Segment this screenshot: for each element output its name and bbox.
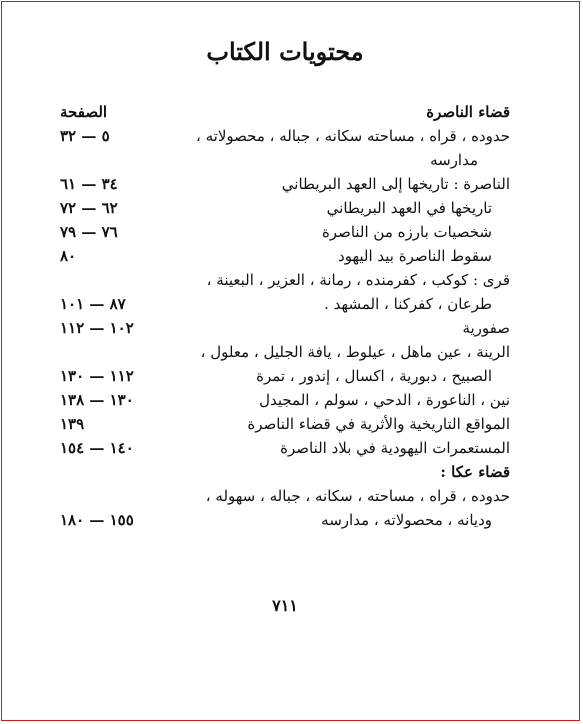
entry-pages: ٧٦ — ٧٩: [60, 223, 118, 241]
contents-row: [60, 316, 510, 340]
entry-pages: ١٣٩: [60, 415, 85, 433]
contents-row: [60, 412, 510, 436]
contents-row: [60, 148, 510, 172]
entry-text: سقوط الناصرة بيد اليهود: [338, 247, 492, 265]
entry-text: الناصرة : تاريخها إلى العهد البريطاني: [281, 175, 510, 193]
entry-pages: ١٥٥ — ١٨٠: [60, 511, 134, 529]
entry-text: مدارسه: [430, 151, 478, 169]
entry-pages: ٨٧ — ١٠١: [60, 295, 126, 313]
entry-pages: ١٣٠ — ١٣٨: [60, 391, 134, 409]
entry-text: صفورية: [462, 319, 510, 337]
entry-text: حدوده ، قراه ، مساحته سكانه ، جباله ، محصولاته ،: [196, 127, 510, 145]
contents-list: [60, 100, 510, 532]
entry-text: الصبيح ، دبورية ، اكسال ، إندور ، تمرة: [256, 367, 492, 385]
contents-row: [60, 124, 510, 148]
contents-row: [60, 508, 510, 532]
contents-row: [60, 436, 510, 460]
entry-text: الرينة ، عين ماهل ، عيلوط ، يافة الجليل ، معلول ،: [200, 343, 510, 361]
entry-text: حدوده ، قراه ، مساحته ، سكانه ، جباله ، سهوله ،: [205, 487, 510, 505]
entry-text: المواقع التاريخية والأثرية في قضاء الناصرة: [247, 415, 510, 433]
entry-text: تاريخها في العهد البريطاني: [326, 199, 492, 217]
page-column-header: الصفحة: [60, 103, 108, 121]
contents-row: [60, 196, 510, 220]
contents-row: [60, 364, 510, 388]
entry-text: شخصيات بارزه من الناصرة: [321, 223, 492, 241]
contents-row: [60, 484, 510, 508]
contents-row: [60, 388, 510, 412]
entry-text: نين ، الناعورة ، الدحي ، سولم ، المجيدل: [259, 391, 510, 409]
entry-pages: ٦٢ — ٧٢: [60, 199, 118, 217]
contents-row: [60, 340, 510, 364]
section-heading: قضاء عكا :: [440, 463, 510, 481]
entry-text: وديانه ، محصولاته ، مدارسه: [321, 511, 492, 529]
contents-row: [60, 292, 510, 316]
page-title: محتويات الكتاب: [206, 37, 364, 66]
entry-pages: ١١٢ — ١٣٠: [60, 367, 134, 385]
entry-pages: ١٠٢ — ١١٢: [60, 319, 134, 337]
entry-text: المستعمرات اليهودية في بلاد الناصرة: [280, 439, 510, 457]
entry-pages: ١٤٠ — ١٥٤: [60, 439, 134, 457]
entry-pages: ٣٤ — ٦١: [60, 175, 118, 193]
section-heading: قضاء الناصرة: [426, 103, 510, 121]
entry-pages: ٨٠: [60, 247, 77, 265]
page-number: ٧١١: [272, 596, 298, 615]
contents-page: [60, 30, 510, 670]
entry-pages: ٥ — ٣٢: [60, 127, 110, 145]
entry-text: قرى : كوكب ، كفرمنده ، رمانة ، العزير ، البعينة ،: [206, 271, 510, 289]
contents-row: [60, 244, 510, 268]
contents-row: [60, 100, 510, 124]
contents-row: [60, 220, 510, 244]
entry-text: طرعان ، كفركنا ، المشهد .: [324, 295, 492, 313]
contents-row: [60, 172, 510, 196]
contents-row: [60, 460, 510, 484]
contents-row: [60, 268, 510, 292]
